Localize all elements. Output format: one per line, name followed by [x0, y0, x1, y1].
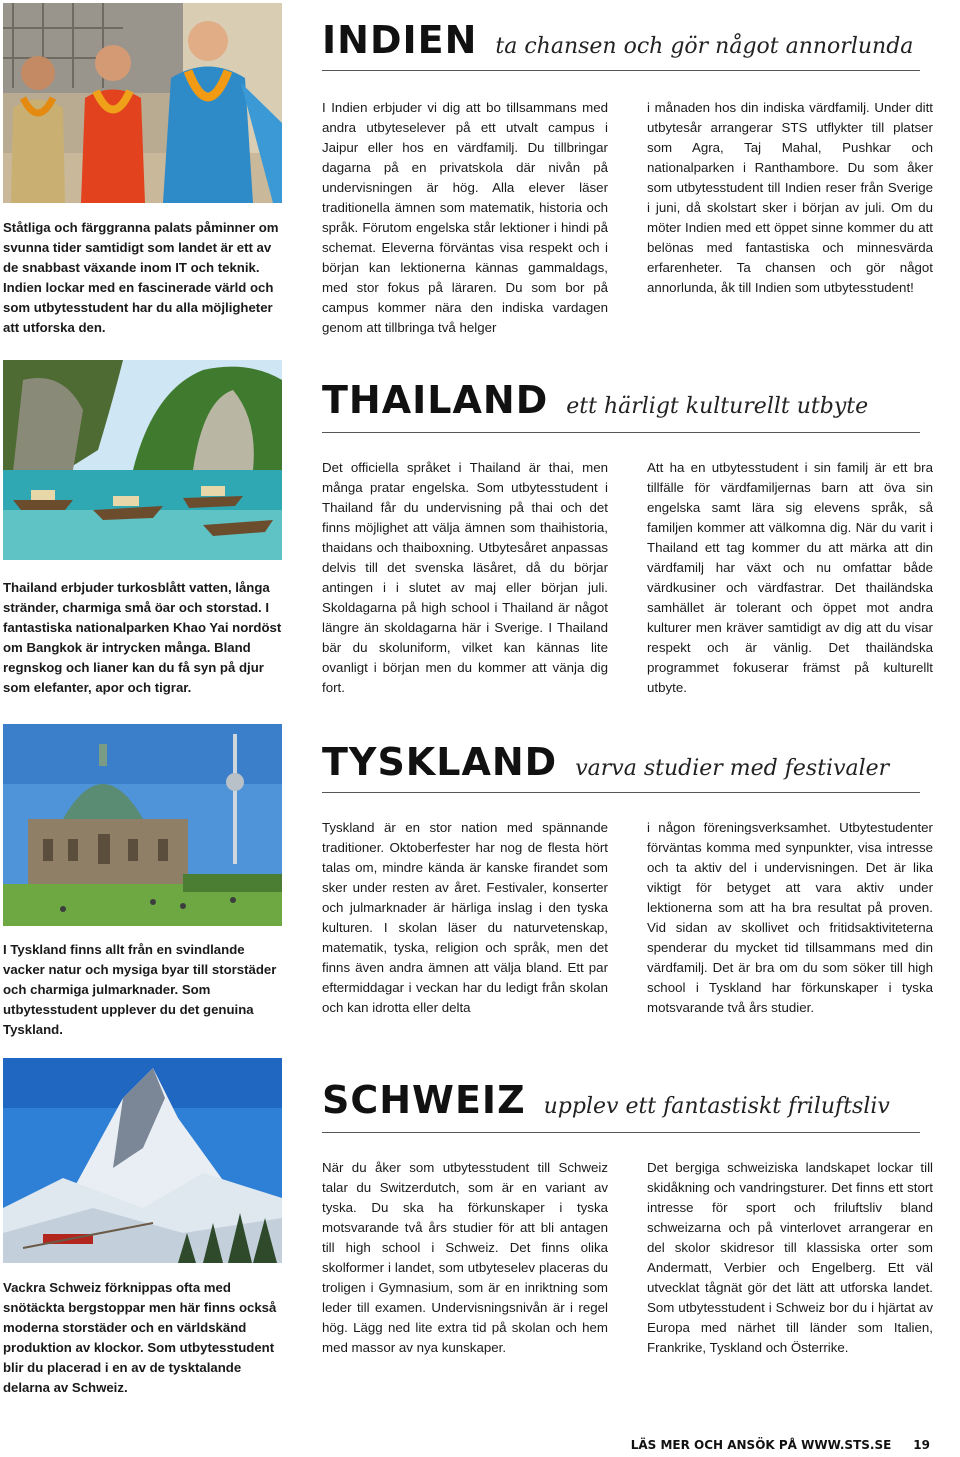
photo-india-students	[3, 3, 282, 203]
germany-heading-rule	[322, 792, 920, 793]
germany-country-title: TYSKLAND	[322, 740, 558, 784]
germany-text-column-2: i någon föreningsverksamhet. Utbytestudenter förväntas komma med synpunkter, visa intresse och ta aktiv del i undervisningen. Det är lika viktigt för betyget att vara aktiv under lektionerna som att ha bra resultat på proven. Vid sidan av skollivet och fritidsaktiviteterna spenderar du mycket tid tillsammans med din värdfamilj. Det är bra om du som söker till high school i Tyskland har förkunskaper i tyska motsvarande två års studier.	[647, 820, 933, 1015]
switzerland-photo-caption: Vackra Schweiz förknippas ofta med snötäckta bergstoppar men här finns också moderna storstäder och en världskänd produktion av klockor. Som utbytesstudent blir du placerad i en av de tysktalande delarna av Schweiz.	[3, 1280, 277, 1395]
page-number: 19	[913, 1438, 930, 1452]
thailand-heading	[322, 378, 922, 422]
photo-thailand-bay	[3, 360, 282, 560]
india-heading-rule	[322, 70, 920, 71]
switzerland-tagline: upplev ett fantastiskt friluftsliv	[543, 1094, 890, 1119]
thailand-photo-caption: Thailand erbjuder turkosblått vatten, långa stränder, charmiga små öar och storstad. I fantastiska nationalparken Khao Yai nordöst om Bangkok är intrycken många. Bland regnskog och lianer kan du få syn på djur som elefanter, apor och tigrar.	[3, 580, 282, 695]
page-footer	[631, 1438, 930, 1452]
switzerland-country-title: SCHWEIZ	[322, 1078, 526, 1122]
germany-heading	[322, 740, 922, 784]
india-text-column-2: i månaden hos din indiska värdfamilj. Under ditt utbytesår arrangerar STS utflykter till platser som Agra, Taj Mahal, Pushkar och nationalparken i Ranthambore. Du som åker som utbytesstudent till Indien reser från Sverige i juni, då skolstart sker i början av juli. Om du möter Indien med ett öppet sinne kommer du att belönas med fantastiska och minnesvärda erfarenheter. Ta chansen och gör något annorlunda, åk till Indien som utbytesstudent!	[647, 100, 933, 295]
switzerland-text-column-2: Det bergiga schweiziska landskapet lockar till skidåkning och vandringsturer. Det finns ett stort intresse för sport och friluftsliv bland schweizarna och på vinterlovet arrangerar en del skolor skidresor till klassiska orter som Andermatt, Verbier och Engelberg. Ett väl utvecklat tågnät gör det lätt att utforska landet. Som utbytesstudent i Schweiz bor du i hjärtat av Europa med närhet till länder som Italien, Frankrike, Tyskland och Österrike.	[647, 1160, 933, 1355]
switzerland-heading	[322, 1078, 922, 1122]
thailand-tagline: ett härligt kulturellt utbyte	[566, 394, 869, 419]
india-photo-caption: Ståtliga och färggranna palats påminner om svunna tider samtidigt som landet är ett av de snabbast växande inom IT och teknik. Indien lockar med en fascinerade värld och som utbytesstudent har du alla möjligheter att utforska den.	[3, 220, 279, 335]
photo-matterhorn	[3, 1058, 282, 1263]
germany-text-column-1: Tyskland är en stor nation med spännande traditioner. Oktoberfester har nog de flesta hört talas om, mindre kända är kanske firandet som sker under resten av året. Festivaler, konserter och julmarknader är härliga inslag i den tyska kulturen. I skolan läser du naturvetenskap, matematik, tyska, religion och språk, men det finns även andra ämnen att välja bland. Ett par eftermiddagar i veckan har du ledigt från skolan och kan idrotta eller delta	[322, 820, 608, 1015]
india-text-column-1: I Indien erbjuder vi dig att bo tillsammans med andra utbyteselever på ett utvalt campus i Jaipur eller hos en värdfamilj. Du tillbringar dagarna på en privatskola där nivån på undervisningen är hög. Alla elever läser traditionella ämnen som matematik, historia och språk. Förutom engelska står lektioner i hindi på schemat. Eleverna förväntas visa respekt och i början kan lektionerna kännas gammaldags, med stor fokus på läraren. Du som bor på campus kommer nära den indiska vardagen genom att tillbringa två helger	[322, 100, 608, 335]
india-country-title: INDIEN	[322, 18, 478, 62]
thailand-text-column-1: Det officiella språket i Thailand är thai, men många pratar engelska. Som utbytesstudent i Thailand får du undervisning på thai och det finns möjlighet att välja ämnen som thaihistoria, thaidans och thaiboxning. Utbytesåret anpassas delvis till det svenska läsåret, då du börjar antingen i i slutet av maj eller början juli. Skoldagarna på high school i Thailand är något längre än skoldagarna här i Sverige. I Thailand bär du skoluniform, vilket kan kännas lite ovanligt i början men du kommer att vänja dig fort.	[322, 460, 608, 695]
thailand-heading-rule	[322, 432, 920, 433]
thailand-text-column-2: Att ha en utbytesstudent i sin familj är ett bra tillfälle för värdfamiljernas barn att öva sin engelska samt lära sig elevens språk, så familjen kommer att välkomna dig. När du varit i Thailand ett tag kommer du att märka att din värdfamilj har växt och nu omfattar både värdkusiner och värdfastrar. Det thailändska samhället är tolerant och öppet mot andra kulturer men kräver samtidigt av dig att du visar respekt och är vänlig. Det thailändska programmet fokuserar främst på kulturellt utbyte.	[647, 460, 933, 695]
photo-berlin-cathedral	[3, 724, 282, 926]
india-tagline: ta chansen och gör något annorlunda	[495, 34, 914, 59]
footer-cta-link[interactable]: LÄS MER OCH ANSÖK PÅ WWW.STS.SE	[630, 1438, 892, 1452]
switzerland-text-column-1: När du åker som utbytesstudent till Schweiz talar du Switzerdutch, som är en variant av tyska. Du ska ha förkunskaper i tyska motsvarande två års studier för att bli antagen till high school i Schweiz. Det finns olika skolformer i landet, som utbyteselev placeras du troligen i Gymnasium, som är en inriktning som leder till examen. Undervisningsnivån är i regel hög. Lägg ned lite extra tid på skolan och hem med massor av nya kunskaper.	[322, 1160, 608, 1355]
thailand-country-title: THAILAND	[322, 378, 549, 422]
germany-photo-caption: I Tyskland finns allt från en svindlande vacker natur och mysiga byar till storstäder och charmiga julmarknader. Som utbytesstudent upplever du det genuina Tyskland.	[3, 942, 277, 1037]
switzerland-heading-rule	[322, 1132, 920, 1133]
germany-tagline: varva studier med festivaler	[575, 756, 890, 781]
india-heading	[322, 18, 922, 62]
